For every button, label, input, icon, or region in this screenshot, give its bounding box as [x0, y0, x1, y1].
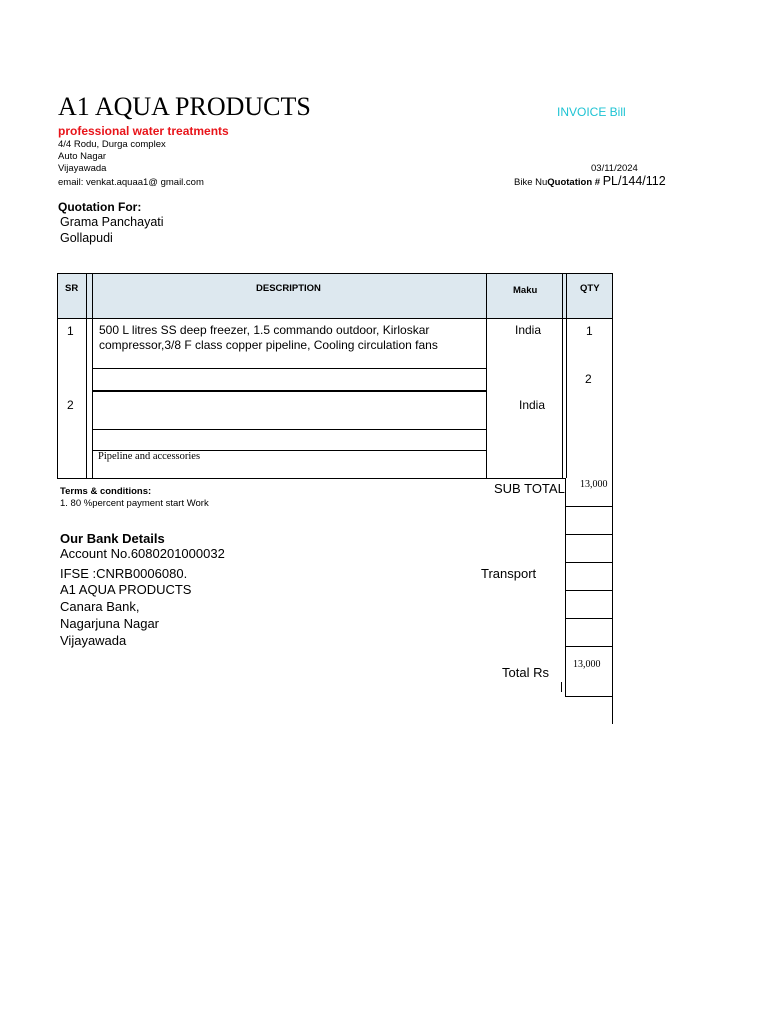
desc-divider-3 — [92, 429, 486, 430]
company-tagline: professional water treatments — [58, 124, 229, 138]
bank-details-title: Our Bank Details — [60, 531, 165, 546]
totals-left-border — [565, 478, 566, 696]
row-2-description: Pipeline and accessories — [98, 451, 201, 462]
terms-label: Terms & conditions: — [60, 486, 152, 497]
table-border-left — [57, 273, 58, 478]
total-value: 13,000 — [573, 659, 601, 670]
totals-divider-4 — [565, 590, 612, 591]
totals-divider-2 — [565, 534, 612, 535]
row-1-make: India — [515, 323, 542, 337]
totals-divider-3 — [565, 562, 612, 563]
total-tick-mark — [561, 682, 562, 692]
totals-divider-5 — [565, 618, 612, 619]
make-col-left — [486, 273, 487, 478]
bank-name: Canara Bank, — [60, 599, 140, 614]
quotation-label: Quotation # — [547, 177, 601, 188]
company-name: A1 AQUA PRODUCTS — [58, 92, 311, 121]
transport-label: Transport — [481, 566, 537, 581]
table-header-bottom — [57, 318, 613, 319]
row-1-description-line-1: 500 L litres SS deep freezer, 1.5 commando outdoor, Kirloskar — [99, 323, 430, 337]
table-border-right — [612, 273, 613, 478]
header-sr: SR — [65, 283, 79, 294]
address-line-2: Auto Nagar — [58, 151, 107, 162]
subtotal-value: 13,000 — [580, 479, 608, 490]
header-qty: QTY — [580, 283, 600, 294]
quotation-line — [514, 174, 666, 188]
header-description: DESCRIPTION — [256, 283, 321, 294]
address-line-3: Vijayawada — [58, 163, 107, 174]
sr-col-divider — [86, 273, 87, 478]
totals-divider-6 — [565, 646, 612, 647]
totals-divider-1 — [565, 506, 612, 507]
bank-account-name: A1 AQUA PRODUCTS — [60, 582, 192, 597]
row-1-sr: 1 — [67, 324, 74, 338]
total-label: Total Rs — [502, 665, 549, 680]
totals-divider-7 — [565, 696, 612, 697]
table-border-bottom — [57, 478, 565, 479]
terms-line-1: 1. 80 %percent payment start Work — [60, 498, 209, 509]
quotation-number: PL/144/112 — [602, 174, 666, 188]
company-email: email: venkat.aquaa1@ gmail.com — [58, 177, 204, 188]
desc-divider-2 — [92, 390, 486, 392]
bank-ifsc: IFSE :CNRB0006080. — [60, 566, 188, 581]
bank-branch: Nagarjuna Nagar — [60, 616, 160, 631]
bike-prefix: Bike Nu — [514, 177, 548, 188]
quotation-for-line-1: Grama Panchayati — [60, 215, 164, 229]
quotation-for-label: Quotation For: — [58, 200, 142, 214]
header-make: Maku — [513, 285, 538, 296]
row-2-make: India — [519, 398, 546, 412]
subtotal-label: SUB TOTAL — [494, 481, 565, 496]
table-border-top — [57, 273, 613, 274]
desc-col-left — [92, 273, 93, 478]
row-2-qty: 2 — [585, 372, 592, 386]
invoice-date: 03/11/2024 — [591, 163, 638, 174]
invoice-title: INVOICE Bill — [557, 105, 626, 119]
address-line-1: 4/4 Rodu, Durga complex — [58, 139, 166, 150]
row-1-description-line-2: compressor,3/8 F class copper pipeline, Cooling circulation fans — [99, 338, 438, 352]
quotation-for-line-2: Gollapudi — [60, 231, 113, 245]
bank-city: Vijayawada — [60, 633, 127, 648]
qty-col-left-2 — [566, 273, 567, 478]
qty-col-left-1 — [562, 273, 563, 478]
bank-account-number: Account No.6080201000032 — [60, 546, 225, 561]
desc-divider-1 — [92, 368, 486, 369]
row-2-sr: 2 — [67, 398, 74, 412]
totals-right-border — [612, 478, 613, 724]
row-1-qty: 1 — [586, 324, 593, 338]
